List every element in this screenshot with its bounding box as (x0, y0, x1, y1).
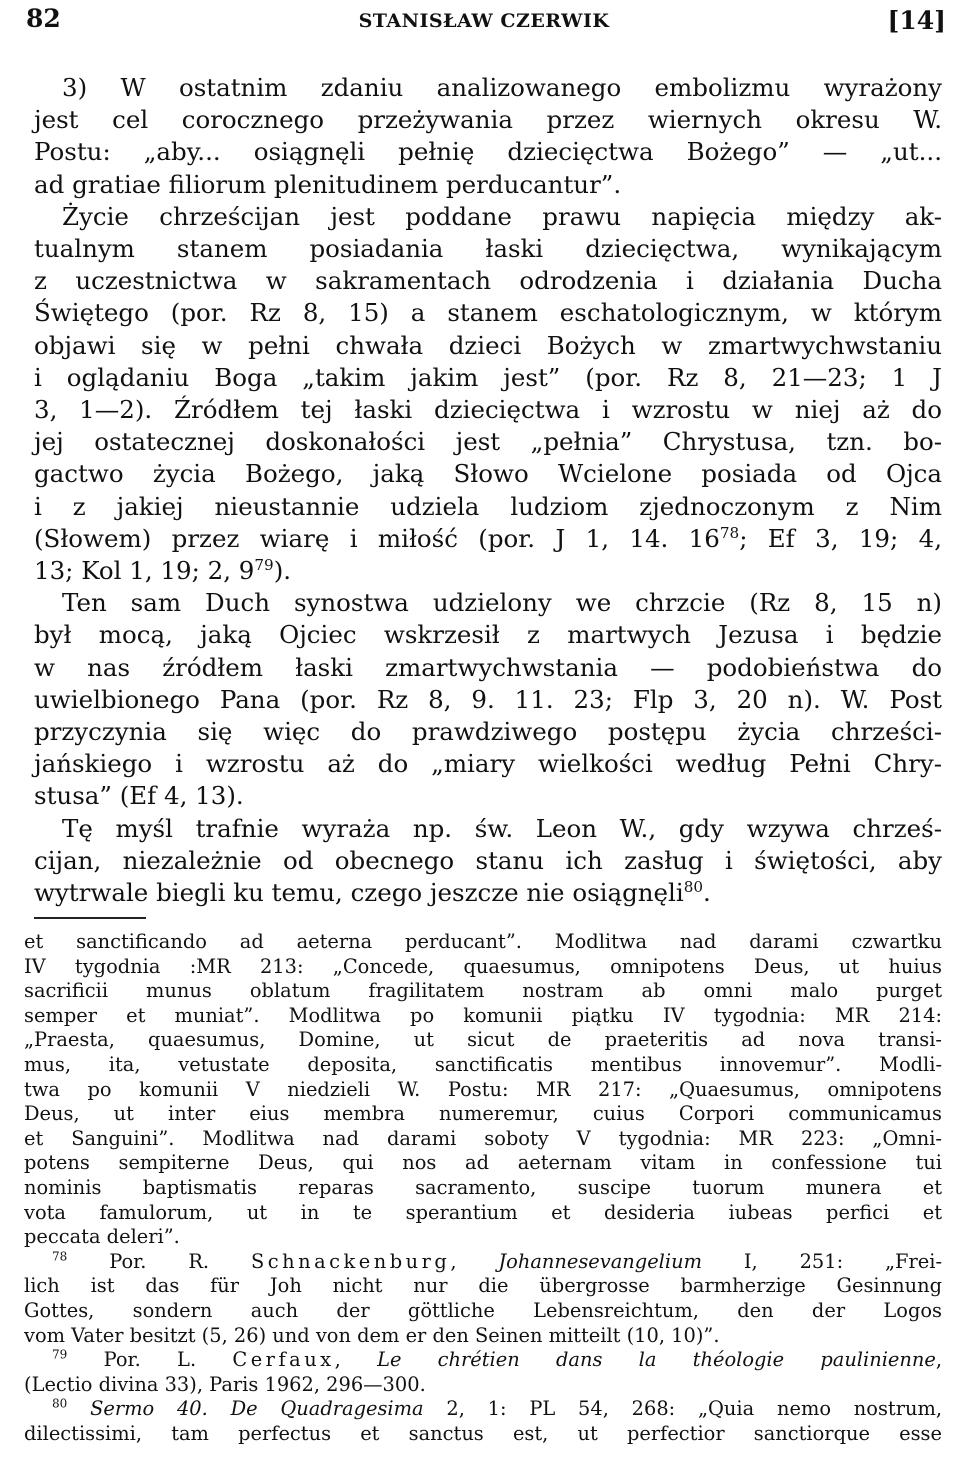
footnote-line: twa po komunii V niedzieli W. Postu: MR 217: „Quaesumus, omnipotens (24, 1077, 942, 1101)
work-title: Johannesevangelium (498, 1249, 702, 1273)
footnote-80 (24, 1397, 942, 1446)
text-line: jej ostatecznej doskonałości jest „pełnia” Chrystusa, tzn. bo- (34, 427, 942, 457)
footnote-line: peccata deleri”. (24, 1225, 180, 1249)
text-line: jest cel corocznego przeżywania przez wiernych okresu W. (34, 105, 942, 135)
text-segment: ; Ef 3, 19; 4, (739, 523, 942, 553)
footnote-79 (24, 1348, 942, 1397)
text-line: i oglądaniu Boga „takim jakim jest” (por. Rz 8, 21—23; 1 J (34, 362, 942, 392)
footnote-line: IV tygodnia :MR 213: „Concede, quaesumus, omnipotens Deus, ut huius (24, 954, 942, 978)
running-header (22, 2, 946, 42)
text-line: z uczestnictwa w sakramentach odrodzenia i działania Ducha (34, 266, 942, 296)
footnote-line: potens sempiterne Deus, qui nos ad aeternam vitam in confessione tui (24, 1151, 942, 1175)
footnote-ref[interactable]: 78 (719, 523, 740, 542)
text-line (34, 523, 942, 555)
paragraph-1 (34, 72, 942, 587)
footnote-continuation (24, 930, 942, 1250)
footnote-line: nominis baptismatis reparas sacramento, suscipe tuorum munera et (24, 1175, 942, 1199)
text-line: jańskiego i wzrostu aż do „miary wielkości według Pełni Chry- (34, 749, 942, 779)
text-line: Życie chrześcijan jest poddane prawu napięcia między ak- (62, 201, 942, 231)
text-segment: I, 251: „Frei- (701, 1249, 943, 1273)
text-line: był mocą, jaką Ojciec wskrzesił z martwych Jezusa i będzie (34, 620, 942, 650)
footnote-mark: 79 (52, 1347, 68, 1362)
footnote-line (24, 1397, 942, 1422)
text-line: Postu: „aby... osiągnęli pełnię dziecięctwa Bożego” — „ut... (34, 137, 942, 167)
footnote-line: (Lectio divina 33), Paris 1962, 296—300. (24, 1372, 426, 1396)
text-line: i z jakiej nieustannie udziela ludziom zjednoczonym z Nim (34, 491, 942, 521)
text-line: ad gratiae filiorum plenitudinem perducantur”. (34, 169, 622, 199)
text-segment: ). (273, 556, 292, 586)
footnote-line: lich ist das für Joh nicht nur die übergrosse barmherzige Gesinnung (24, 1274, 942, 1298)
text-line: uwielbionego Pana (por. Rz 8, 9. 11. 23; Flp 3, 20 n). W. Post (34, 684, 942, 714)
footnote-mark: 80 (52, 1396, 68, 1411)
text-line: cijan, niezależnie od obecnego stanu ich zasług i świętości, aby (34, 845, 942, 875)
main-text (34, 72, 942, 909)
text-segment: (Słowem) przez wiarę i miłość (por. J 1, 14. 16 (34, 523, 720, 553)
footnote-line: „Praesta, quaesumus, Domine, ut sicut de praeteritis ad nova transi- (24, 1028, 942, 1052)
text-segment: 2, 1: PL 54, 268: „Quia nemo nostrum, (423, 1397, 943, 1421)
text-segment: , (935, 1348, 943, 1372)
footnote-line: semper et muniat”. Modlitwa po komunii piątku IV tygodnia: MR 214: (24, 1003, 942, 1027)
text-segment: . (703, 878, 711, 908)
footnote-line: dilectissimi, tam perfectus et sanctus est, ut perfectior sanctiorque esse (24, 1421, 942, 1445)
text-line: Ten sam Duch synostwa udzielony we chrzcie (Rz 8, 15 n) (62, 588, 942, 618)
paragraph-2 (34, 587, 942, 812)
text-line: stusa” (Ef 4, 13). (34, 781, 244, 811)
footnote-line (24, 1250, 942, 1275)
text-line: przyczynia się więc do prawdziwego postępu życia chrześci- (34, 717, 942, 747)
text-line (34, 877, 942, 909)
author-name: Cerfaux (232, 1348, 335, 1372)
page-number: 82 (26, 4, 61, 33)
text-segment: Por. L. (103, 1348, 233, 1372)
work-title: Le chrétien dans la théologie paulinienne (377, 1348, 936, 1372)
footnote-ref[interactable]: 79 (254, 555, 274, 574)
footnote-line: Deus, ut inter eius membra numeremur, cuius Corpori communicamus (24, 1102, 942, 1126)
footnote-78 (24, 1250, 942, 1348)
footnote-line: et sanctificando ad aeterna perducant”. Modlitwa nad darami czwartku (24, 930, 942, 953)
paragraph-3 (34, 813, 942, 910)
footnote-line: mus, ita, vetustate deposita, sanctificatis mentibus innovemur”. Modli- (24, 1052, 942, 1076)
section-number: [14] (887, 6, 946, 35)
footnote-mark: 78 (52, 1249, 68, 1264)
footnote-ref[interactable]: 80 (683, 877, 704, 896)
text-line: objawi się w pełni chwała dzieci Bożych w zmartwychwstaniu (34, 330, 942, 360)
text-segment: Por. R. (109, 1249, 251, 1273)
footnotes (24, 930, 942, 1446)
text-line: w nas źródłem łaski zmartwychwstania — podobieństwa do (34, 652, 942, 682)
text-line: Tę myśl trafnie wyraża np. św. Leon W., gdy wzywa chrześ- (62, 813, 942, 843)
text-segment: 13; Kol 1, 19; 2, 9 (34, 556, 255, 586)
text-line (34, 555, 942, 587)
footnote-line: Gottes, sondern auch der göttliche Lebensreichtum, den der Logos (24, 1298, 942, 1322)
footnote-line (24, 1348, 942, 1373)
footnote-line: vota famulorum, ut in te sperantium et desideria iubeas perfici et (24, 1200, 942, 1224)
text-segment: wytrwale biegli ku temu, czego jeszcze nie osiągnęli (34, 878, 684, 908)
text-line: 3, 1—2). Źródłem tej łaski dziecięctwa i wzrostu w niej aż do (34, 395, 942, 425)
text-line: 3) W ostatnim zdaniu analizowanego embolizmu wyrażony (62, 73, 942, 102)
text-line: tualnym stanem posiadania łaski dziecięctwa, wynikającym (34, 234, 942, 264)
footnote-line: et Sanguini”. Modlitwa nad darami soboty V tygodnia: MR 223: „Omni- (24, 1126, 942, 1150)
work-title: Sermo 40. De Quadragesima (90, 1397, 424, 1421)
footnote-separator (34, 917, 146, 919)
text-segment: , (334, 1348, 378, 1372)
text-line: Świętego (por. Rz 8, 15) a stanem eschatologicznym, w którym (34, 298, 942, 328)
running-title: STANISŁAW CZERWIK (358, 10, 610, 32)
footnote-line: sacrificii munus oblatum fragilitatem nostram ab omni malo purget (24, 979, 942, 1003)
text-segment: , (450, 1249, 499, 1273)
text-line: gactwo życia Bożego, jaką Słowo Wcielone posiada od Ojca (34, 459, 942, 489)
footnote-line: vom Vater besitzt (5, 26) und von dem er den Seinen mitteilt (10, 10)”. (24, 1323, 720, 1347)
author-name: Schnackenburg (251, 1249, 451, 1273)
